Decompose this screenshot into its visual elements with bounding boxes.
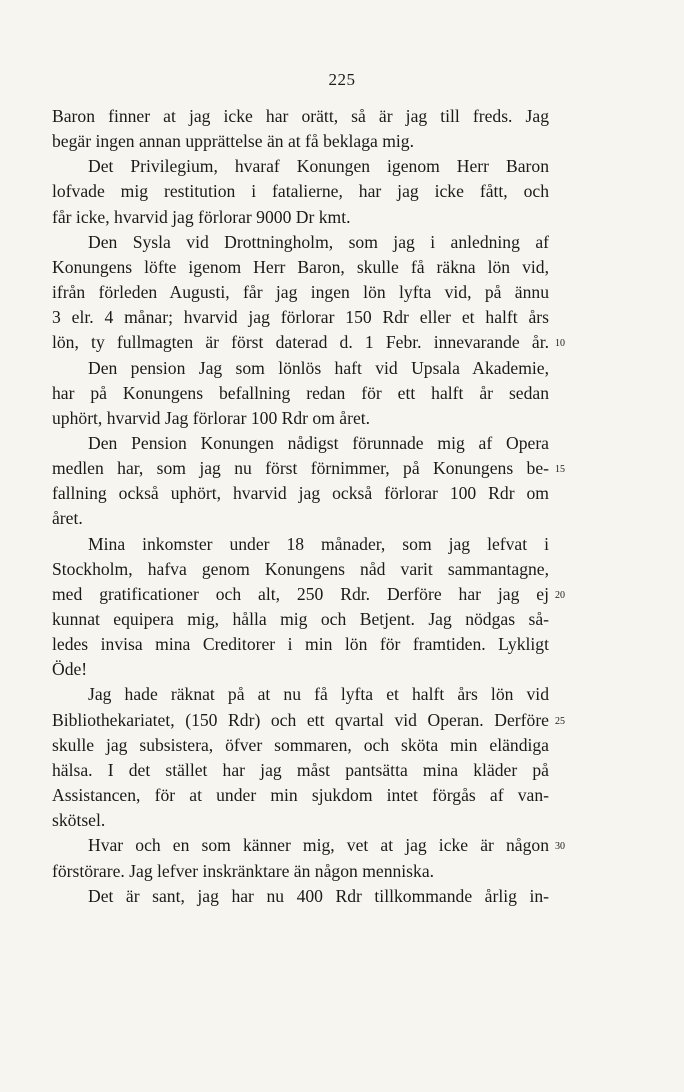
text-line: begär ingen annan upprättelse än at få beklaga mig. [52,131,414,152]
text-line: medlen har, som jag nu först förnimmer, på Konungens be- [52,458,549,479]
text-line: får icke, hvarvid jag förlorar 9000 Dr kmt. [52,206,351,227]
text-line: Bibliothekariatet, (150 Rdr) och ett qvartal vid Operan. Derföre [52,709,549,730]
text-line: ledes invisa mina Creditorer i min lön för framtiden. Lykligt [52,634,549,655]
text-line: Det Privilegium, hvaraf Konungen igenom Herr Baron [88,156,549,177]
text-line: fallning också uphört, hvarvid jag också förlorar 100 Rdr om [52,483,549,504]
text-line: skulle jag subsistera, öfver sommaren, och sköta min eländiga [52,734,549,755]
text-line: uphört, hvarvid Jag förlorar 100 Rdr om året. [52,407,371,428]
page-number: 225 [328,70,356,89]
text-line: Den pension Jag som lönlös haft vid Upsala Akademie, [88,357,549,378]
text-line: förstörare. Jag lefver inskränktare än någon menniska. [52,860,435,881]
text-line: Den Pension Konungen nådigst förunnade mig af Opera [88,432,549,453]
text-line: lofvade mig restitution i fatalierne, har jag icke fått, och [52,181,549,202]
text-line: Det är sant, jag har nu 400 Rdr tillkommande årlig in- [88,885,549,906]
text-line: Hvar och en som känner mig, vet at jag icke är någon [88,835,549,856]
text-line: lön, ty fullmagten är först daterad d. 1 Febr. innevarande år. [52,332,549,353]
text-line: Öde! [52,659,88,680]
text-line: 3 elr. 4 månar; hvarvid jag förlorar 150 Rdr eller et halft års [52,307,549,328]
text-line: har på Konungens befallning redan för ett halft år sedan [52,382,549,403]
text-line: kunnat equipera mig, hålla mig och Betjent. Jag nödgas så- [52,609,549,629]
text-line: Stockholm, hafva genom Konungens nåd varit sammantagne, [52,558,549,579]
line-number: 10 [555,338,565,350]
line-number: 15 [555,464,565,476]
text-line: skötsel. [52,810,106,831]
text-line: Assistancen, för at under min sjukdom intet förgås af van- [52,785,549,806]
text-line: året. [52,508,83,529]
text-line: Baron finner at jag icke har orätt, så är jag till freds. Jag [52,106,549,126]
text-line: Jag hade räknat på at nu få lyfta et halft års lön vid [88,684,549,705]
text-line: med gratificationer och alt, 250 Rdr. Derföre har jag ej [52,583,549,604]
text-line: ifrån förleden Augusti, får jag ingen lön lyfta vid, på ännu [52,282,549,303]
line-number: 25 [555,715,565,727]
text-line: Mina inkomster under 18 månader, som jag lefvat i [88,533,549,554]
text-line: Konungens löfte igenom Herr Baron, skulle få räkna lön vid, [52,256,549,277]
text-line: Den Sysla vid Drottningholm, som jag i anledning af [88,231,549,252]
line-number: 20 [555,589,565,601]
text-line: hälsa. I det stället har jag måst pantsätta mina kläder på [52,759,549,780]
line-number: 30 [555,841,565,853]
